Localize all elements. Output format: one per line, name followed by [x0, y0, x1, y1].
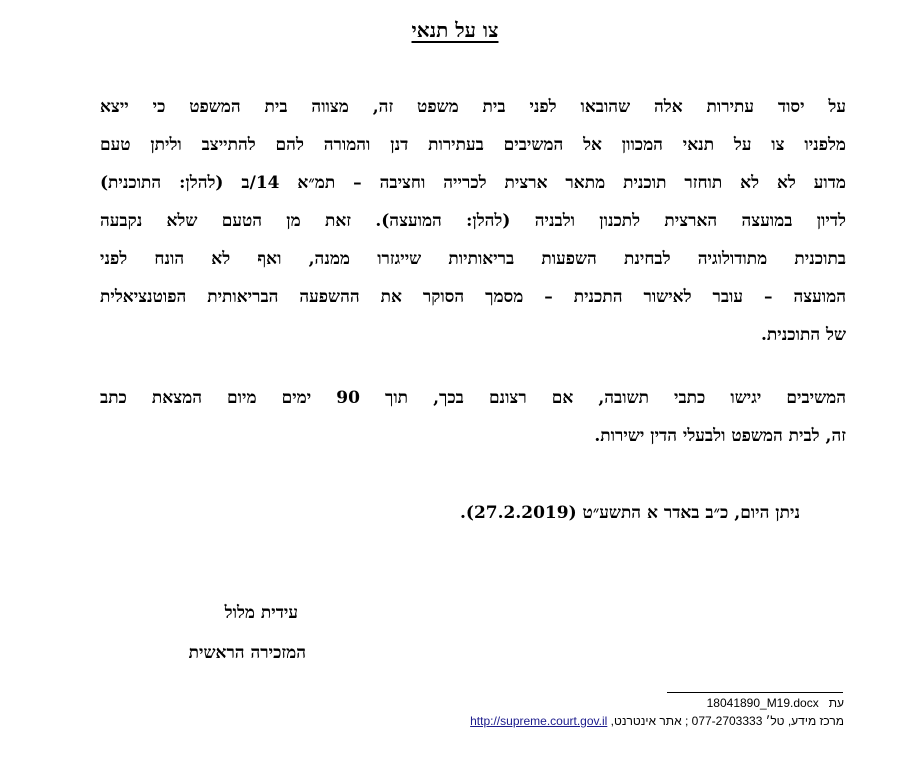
paragraph-line: המשיבים יגישו כתבי תשובה, אם רצונם בכך, תוך 90 ימים מיום המצאת כתב [100, 388, 846, 408]
document-title: צו על תנאי [411, 18, 499, 42]
paragraph-line: בתוכנית מתודולוגיה לבחינת השפעות בריאותיות שייגזרו ממנה, ואף לא הונח לפני [100, 249, 846, 269]
paragraph-line: מדוע לא לא תוחזר תוכנית מתאר ארצית לכרייה וחציבה – תמ״א 14/ב (להלן: התוכנית) [100, 173, 847, 193]
paragraph-line: לדיון במועצה הארצית לתכנון ולבניה (להלן: המועצה). זאת מן הטעם שלא נקבעה [100, 211, 846, 231]
footer-doc-name: 18041890_M19.docx [706, 696, 819, 710]
paragraph-line: זה, לבית המשפט ולבעלי הדין ישירות. [594, 426, 846, 446]
footer-doc-id [707, 696, 844, 710]
footer-contact-text: מרכז מידע, טל׳ 077-2703333 ; אתר אינטרנט, [610, 714, 844, 728]
footer-website-link[interactable]: http://supreme.court.gov.il [470, 714, 608, 728]
footer-divider [667, 692, 843, 693]
order-paragraph [100, 88, 846, 354]
paragraph-line: על יסוד עתירות אלה שהובאו לפני בית משפט זה, מצווה בית המשפט כי ייצא [100, 97, 846, 117]
paragraph-line: המועצה – עובר לאישור התכנית – מסמך הסוקר את ההשפעה הבריאותית הפוטנציאלית [100, 287, 846, 307]
signer-name: עידית מלול [224, 603, 298, 623]
response-paragraph [100, 379, 846, 455]
signer-title: המזכירה הראשית [188, 643, 306, 663]
paragraph-line: מלפניו צו על תנאי המכוון אל המשיבים בעתירות דנן והמורה להם להתייצב וליתן טעם [100, 135, 846, 155]
footer-doc-code: עת [828, 696, 844, 710]
paragraph-line: של התוכנית. [761, 325, 846, 345]
issue-date-line: ניתן היום, כ״ב באדר א התשע״ט (27.2.2019). [459, 503, 800, 523]
footer-contact [470, 714, 844, 728]
